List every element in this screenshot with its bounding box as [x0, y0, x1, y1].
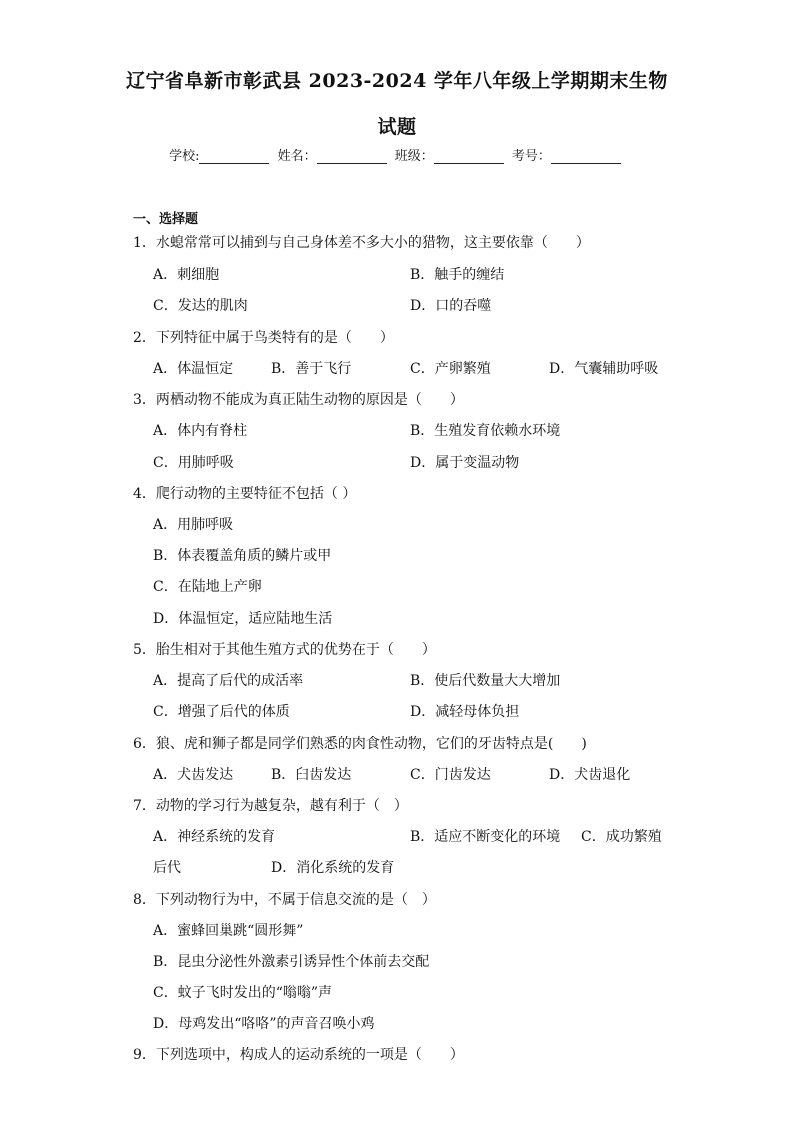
option: A．刺细胞	[153, 267, 220, 283]
option: C．发达的肌肉	[153, 298, 248, 314]
section-heading: 一、选择题	[133, 212, 199, 227]
option: A．体内有脊柱	[153, 423, 248, 439]
option: C．成功繁殖	[581, 829, 662, 845]
option: B．体表覆盖角质的鳞片或甲	[153, 548, 332, 564]
option: C．门齿发达	[410, 767, 491, 783]
question-stem: 8．下列动物行为中，不属于信息交流的是（ ）	[133, 892, 436, 908]
option: B．善于飞行	[271, 361, 352, 377]
option: A．神经系统的发育	[153, 829, 276, 845]
option: A．提高了后代的成活率	[153, 673, 304, 689]
class-blank	[434, 150, 504, 164]
option: B．昆虫分泌性外激素引诱异性个体前去交配	[153, 954, 430, 970]
class-label: 班级：	[394, 149, 434, 164]
option: D．口的吞噬	[410, 298, 492, 314]
option: A．体温恒定	[153, 361, 234, 377]
option: B．生殖发育依赖水环境	[410, 423, 561, 439]
name-label: 姓名：	[277, 149, 317, 164]
question-stem: 6．狼、虎和狮子都是同学们熟悉的肉食性动物，它们的牙齿特点是( )	[133, 736, 587, 752]
option: B．触手的缠结	[410, 267, 505, 283]
student-info-row	[0, 145, 794, 164]
option: B．使后代数量大大增加	[410, 673, 561, 689]
question-stem: 4．爬行动物的主要特征不包括（ ）	[133, 486, 357, 502]
option: C．产卵繁殖	[410, 361, 491, 377]
option: D．消化系统的发育	[271, 860, 395, 876]
option: C．用肺呼吸	[153, 455, 234, 471]
option: B．适应不断变化的环境	[410, 829, 561, 845]
option: A．犬齿发达	[153, 767, 234, 783]
option: D．犬齿退化	[549, 767, 631, 783]
option: B．臼齿发达	[271, 767, 352, 783]
option: C．蚊子飞时发出的“嗡嗡”声	[153, 985, 333, 1001]
name-blank	[317, 150, 387, 164]
question-stem: 5．胎生相对于其他生殖方式的优势在于（ ）	[133, 642, 436, 658]
option: D．属于变温动物	[410, 455, 520, 471]
question-stem: 7．动物的学习行为越复杂，越有利于（ ）	[133, 798, 408, 814]
option: D．体温恒定，适应陆地生活	[153, 611, 333, 627]
option-continued: 后代	[153, 860, 181, 876]
exam-no-label: 考号：	[511, 149, 551, 164]
option: D．减轻母体负担	[410, 704, 520, 720]
page-title-continued: 试题	[377, 116, 417, 138]
school-label: 学校:	[169, 149, 200, 164]
question-stem: 3．两栖动物不能成为真正陆生动物的原因是（ ）	[133, 392, 464, 408]
option: C．在陆地上产卵	[153, 579, 262, 595]
school-blank	[199, 150, 269, 164]
option: D．母鸡发出“咯咯”的声音召唤小鸡	[153, 1016, 375, 1032]
question-stem: 9．下列选项中，构成人的运动系统的一项是（ ）	[133, 1047, 464, 1063]
question-stem: 1．水螅常常可以捕到与自己身体差不多大小的猎物，这主要依靠（ ）	[133, 235, 590, 251]
exam-no-blank	[551, 150, 621, 164]
option: A．蜜蜂回巢跳“圆形舞”	[153, 923, 304, 939]
page-title: 辽宁省阜新市彰武县 2023-2024 学年八年级上学期期末生物	[126, 70, 668, 92]
question-stem: 2．下列特征中属于鸟类特有的是（ ）	[133, 330, 394, 346]
option: C．增强了后代的体质	[153, 704, 290, 720]
option: D．气囊辅助呼吸	[549, 361, 659, 377]
option: A．用肺呼吸	[153, 517, 234, 533]
